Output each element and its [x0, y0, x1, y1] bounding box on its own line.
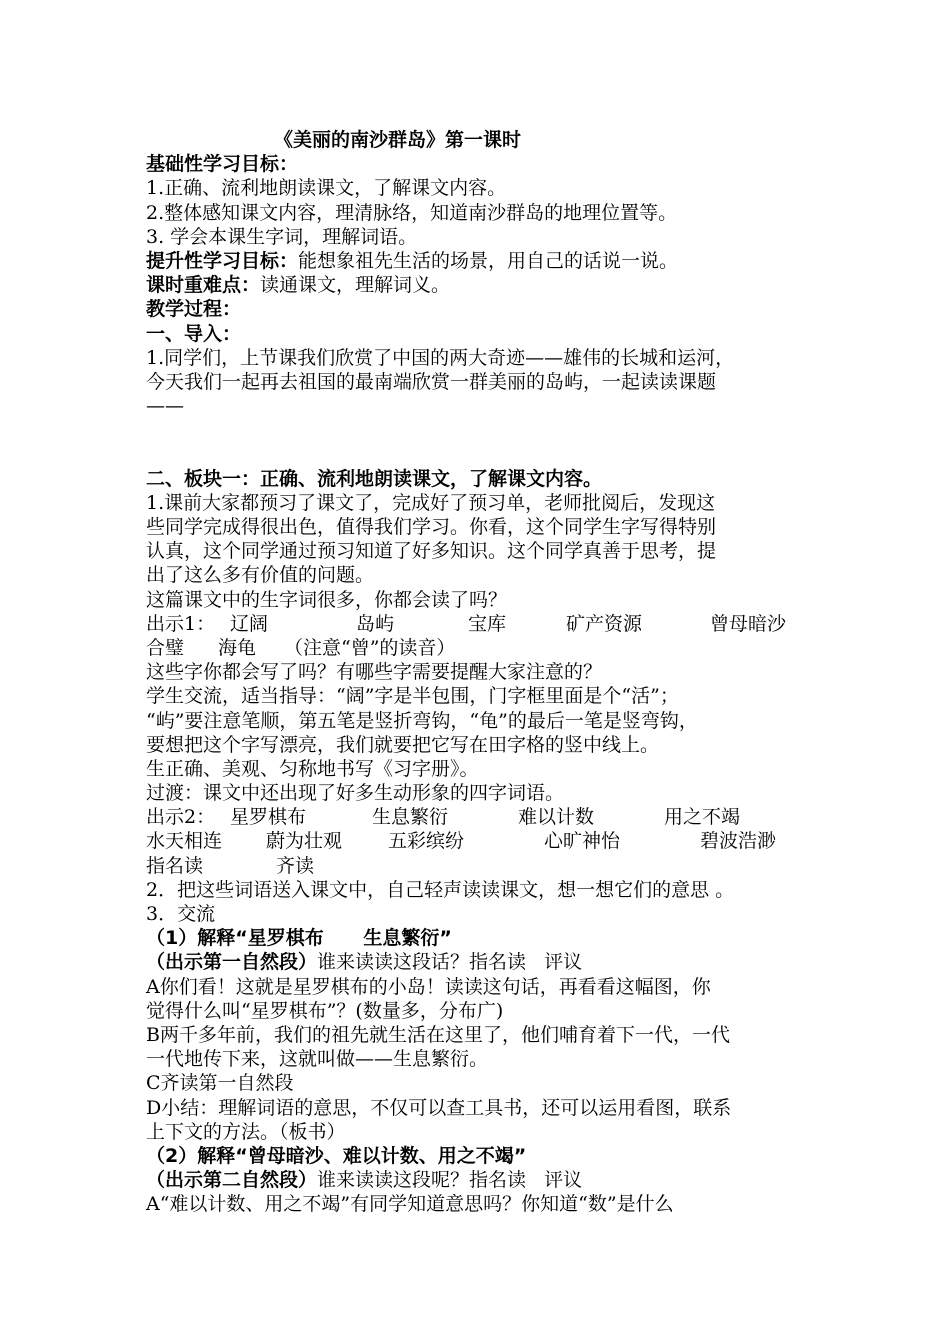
intro-paragraph-line: ——	[146, 395, 184, 418]
paragraph-line: B两千多年前，我们的祖先就生活在这里了，他们哺育着下一代，一代	[146, 1023, 730, 1046]
vocab-word: 岛屿	[356, 612, 395, 635]
advanced-goals-line	[146, 249, 826, 273]
show2-label: 出示2：	[146, 806, 216, 829]
vocab-word: 宝库	[468, 612, 507, 635]
paragraph-line: 要想把这个字写漂亮，我们就要把它写在田字格的竖中线上。	[146, 733, 660, 756]
vocab-word: 曾母暗沙	[710, 612, 787, 635]
intro-paragraph-line: 今天我们一起再去祖国的最南端欣赏一群美丽的岛屿，一起读读课题	[146, 370, 717, 393]
subsection-show-line	[146, 950, 826, 974]
show-paragraph-ask: 谁来读读这段话？指名读 评议	[317, 951, 583, 974]
idiom-word: 用之不竭	[664, 806, 741, 829]
paragraph-line: A你们看！这就是星罗棋布的小岛！读读这句话，再看看这幅图，你	[146, 975, 711, 998]
show-paragraph-label: （出示第一自然段）	[146, 951, 318, 974]
idiom-word: 水天相连	[146, 830, 223, 853]
show1-label: 出示1：	[146, 612, 216, 635]
goal-item-2: 2.整体感知课文内容，理清脉络，知道南沙群岛的地理位置等。	[146, 201, 678, 224]
paragraph-line: C齐读第一自然段	[146, 1072, 294, 1095]
read-mode: 齐读	[276, 854, 315, 877]
paragraph-line: 过渡：课文中还出现了好多生动形象的四字词语。	[146, 782, 565, 805]
vocab-word: 海龟	[218, 636, 257, 659]
key-points-line	[146, 273, 826, 297]
teaching-process-heading: 教学过程：	[146, 298, 242, 321]
idiom-word: 心旷神怡	[544, 830, 621, 853]
idiom-word: 五彩缤纷	[388, 830, 465, 853]
vocab-row-1	[146, 612, 826, 636]
key-points-label: 课时重难点：	[146, 274, 261, 297]
intro-paragraph-line: 1.同学们，上节课我们欣赏了中国的两大奇迹——雄伟的长城和运河，	[146, 346, 735, 369]
document-body	[146, 128, 826, 1216]
key-points-text: 读通课文，理解词义。	[260, 274, 451, 297]
document-title: 《美丽的南沙群岛》第一课时	[274, 129, 522, 151]
vocab-word: 合璧	[146, 636, 185, 659]
paragraph-line: 些同学完成得很出色，值得我们学习。你看，这个同学生字写得特别	[146, 516, 717, 539]
intro-heading: 一、导入：	[146, 322, 242, 345]
paragraph-line: A“难以计数、用之不竭”有同学知道意思吗？你知道“数”是什么	[146, 1193, 674, 1216]
idiom-row-1	[146, 805, 826, 829]
subsection-heading-1: （1）解释“星罗棋布 生息繁衍”	[146, 927, 452, 950]
advanced-goals-label: 提升性学习目标：	[146, 249, 299, 272]
paragraph-line: 2．把这些词语送入课文中，自己轻声读读课文，想一想它们的意思 。	[146, 878, 735, 901]
subsection-show-line	[146, 1168, 826, 1192]
paragraph-line: 这些字你都会写了吗？有哪些字需要提醒大家注意的？	[146, 661, 603, 684]
basic-goals-heading: 基础性学习目标：	[146, 153, 299, 176]
vocab-row-2	[146, 636, 826, 660]
read-mode: 指名读	[146, 854, 204, 877]
paragraph-line: D小结：理解词语的意思，不仅可以查工具书，还可以运用看图，联系	[146, 1096, 732, 1119]
reading-row	[146, 854, 826, 878]
paragraph-line: 上下文的方法。（板书）	[146, 1120, 346, 1143]
block-one-heading: 二、板块一：正确、流利地朗读课文，了解课文内容。	[146, 467, 603, 490]
show-paragraph-label: （出示第二自然段）	[146, 1169, 318, 1192]
paragraph-line: “屿”要注意笔顺，第五笔是竖折弯钩，“龟”的最后一笔是竖弯钩，	[146, 709, 698, 732]
paragraph-line: 生正确、美观、匀称地书写《习字册》。	[146, 757, 479, 780]
idiom-word: 碧波浩渺	[700, 830, 777, 853]
paragraph-line: 出了这么多有价值的问题。	[146, 564, 375, 587]
paragraph-line: 一代地传下来，这就叫做——生息繁衍。	[146, 1048, 489, 1071]
idiom-word: 星罗棋布	[230, 806, 307, 829]
paragraph-line: 学生交流，适当指导：“阔”字是半包围，门字框里面是个“活”；	[146, 685, 679, 708]
vocab-word: 矿产资源	[566, 612, 643, 635]
blank-spacer	[146, 418, 826, 466]
goal-item-3: 3. 学会本课生字词，理解词语。	[146, 225, 418, 248]
idiom-word: 生息繁衍	[372, 806, 449, 829]
paragraph-line: 觉得什么叫“星罗棋布”？(数量多，分布广)	[146, 999, 504, 1022]
vocab-word: 辽阔	[230, 612, 269, 635]
paragraph-line: 1.课前大家都预习了课文了，完成好了预习单，老师批阅后，发现这	[146, 491, 716, 514]
vocab-note: （注意“曾”的读音）	[284, 636, 456, 659]
show-paragraph-ask: 谁来读读这段呢？指名读 评议	[317, 1169, 583, 1192]
advanced-goals-text: 能想象祖先生活的场景，用自己的话说一说。	[298, 249, 679, 272]
idiom-word: 蔚为壮观	[266, 830, 343, 853]
paragraph-line: 3．交流	[146, 903, 216, 926]
idiom-row-2	[146, 829, 826, 853]
subsection-heading-2: （2）解释“曾母暗沙、难以计数、用之不竭”	[146, 1144, 527, 1167]
goal-item-1: 1.正确、流利地朗读课文，了解课文内容。	[146, 177, 507, 200]
idiom-word: 难以计数	[518, 806, 595, 829]
paragraph-line: 认真，这个同学通过预习知道了好多知识。这个同学真善于思考，提	[146, 540, 717, 563]
paragraph-line: 这篇课文中的生字词很多，你都会读了吗？	[146, 588, 508, 611]
